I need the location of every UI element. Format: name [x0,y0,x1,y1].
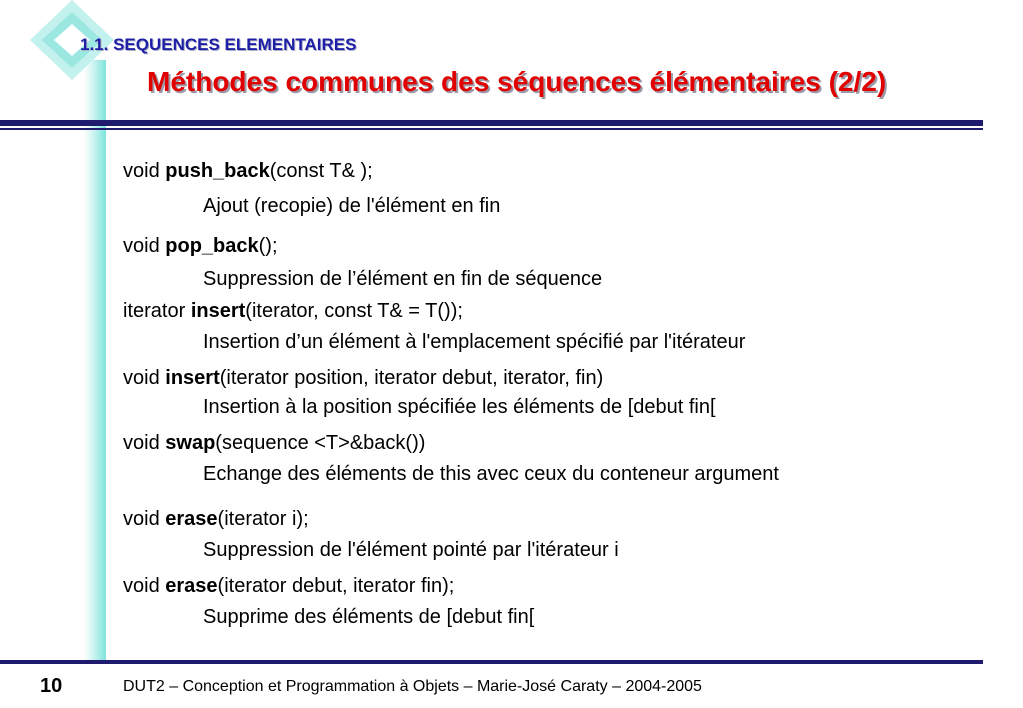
return-type: void [123,367,160,389]
method-description: Insertion d’un élément à l'emplacement spécifié par l'itérateur [203,331,746,353]
method-signature [123,235,278,258]
method-description: Supprime des éléments de [debut fin[ [203,606,535,628]
method-description: Insertion à la position spécifiée les éléments de [debut fin[ [203,396,716,418]
method-name: pop_back [165,235,259,257]
method-signature [123,300,463,323]
method-name: erase [165,508,218,530]
return-type: void [123,160,160,182]
method-description: Suppression de l’élément en fin de séquence [203,268,603,290]
section-heading: 1.1. SEQUENCES ELEMENTAIRES [80,35,357,54]
method-signature [123,508,309,531]
method-name: insert [190,300,246,322]
method-name: swap [165,432,216,454]
method-description: Echange des éléments de this avec ceux du conteneur argument [203,463,779,485]
method-params: (); [258,235,278,257]
slide-title: Méthodes communes des séquences élémentaires (2/2) [147,66,887,97]
method-name: erase [165,575,218,597]
return-type: void [123,575,160,597]
method-name: insert [165,367,220,389]
method-params: (iterator debut, iterator fin); [217,575,455,597]
method-signature [123,160,373,183]
return-type: void [123,432,160,454]
header-divider-thick [0,120,983,126]
footer-text: DUT2 – Conception et Programmation à Objets – Marie-José Caraty – 2004-2005 [123,678,702,695]
method-params: (iterator position, iterator debut, iterator, fin) [219,367,604,389]
method-signature [123,575,454,598]
method-description: Ajout (recopie) de l'élément en fin [203,195,501,217]
decorative-side-bar [84,60,106,660]
method-signature [123,367,603,390]
diamond-logo-icon [0,0,160,120]
method-description: Suppression de l'élément pointé par l'itérateur i [203,539,619,561]
header-divider-thin [0,128,983,130]
method-params: (iterator i); [217,508,309,530]
return-type: void [123,508,160,530]
footer-divider [0,660,983,664]
method-signature [123,432,425,455]
method-name: push_back [165,160,270,182]
return-type: void [123,235,160,257]
return-type: iterator [123,300,186,322]
method-params: (iterator, const T& = T()); [245,300,463,322]
method-params: (const T& ); [269,160,373,182]
method-params: (sequence <T>&back()) [215,432,426,454]
page-number: 10 [40,675,63,697]
